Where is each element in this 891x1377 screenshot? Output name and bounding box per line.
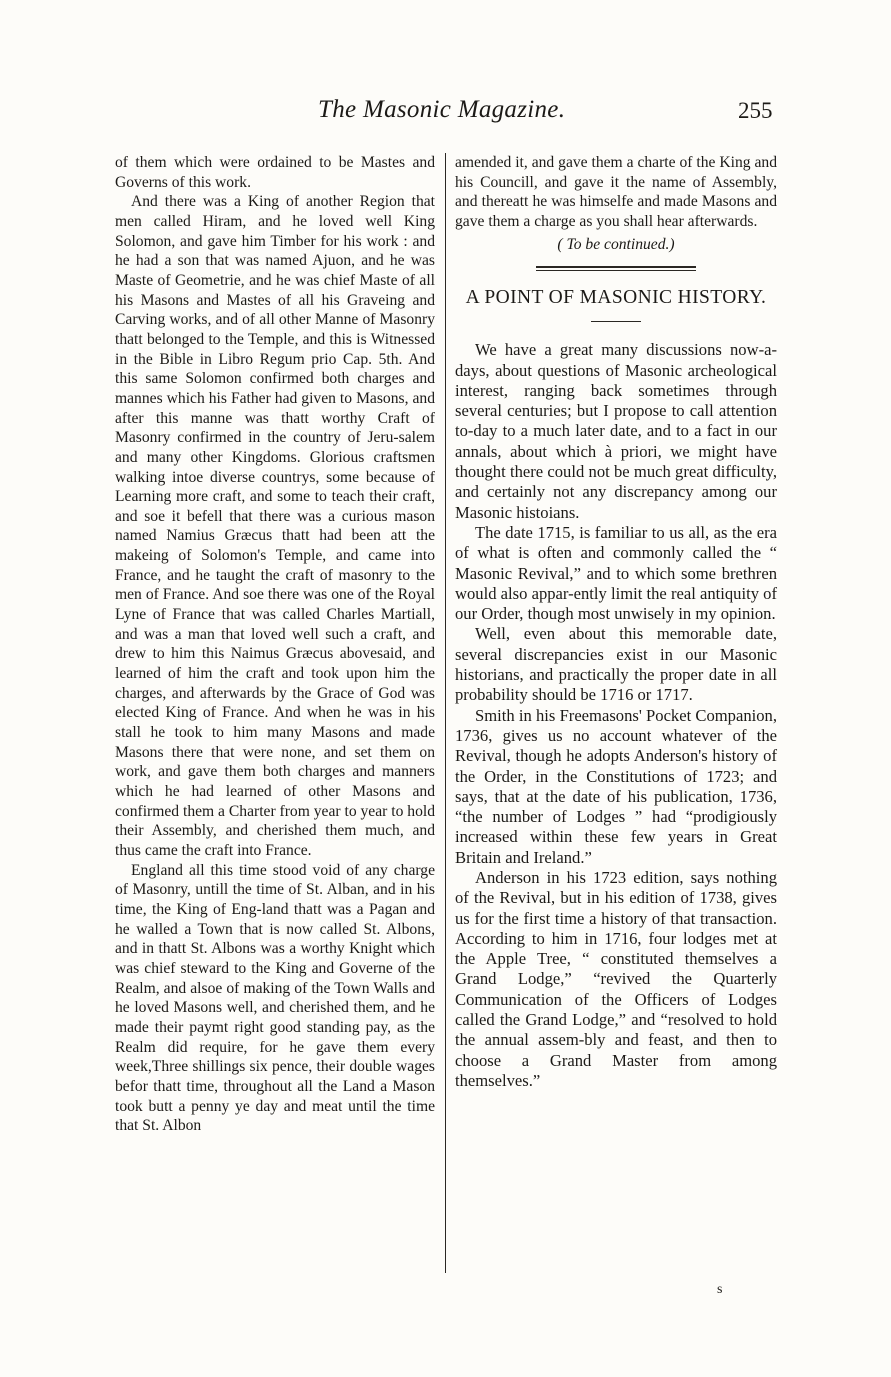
left-paragraph-1: of them which were ordained to be Mastes and Governs of this work. <box>115 154 435 191</box>
page-header <box>0 96 891 130</box>
left-column <box>115 153 435 1136</box>
column-divider <box>445 153 446 1273</box>
article-paragraph-4: Smith in his Freemasons' Pocket Companion, 1736, gives us no account whatever of the Revival, though he adopts Anderson's history of the Order, in the Constitutions of 1723; and says, that at the date of his publication, 1736, “the number of Lodges ” had “prodigiously increased within these few years in Great Britain and Ireland.” <box>455 705 777 867</box>
continuation-paragraph: amended it, and gave them a charte of the King and his Councill, and gave it the name of Assembly, and thereatt he was himselfe and made Masons and gave them a charge as you shall hear afterwards. <box>455 154 777 230</box>
left-paragraph-2: And there was a King of another Region that men called Hiram, and he loved well King Solomon, and gave him Timber for his work : and he had a son that was named Ajuon, and he was Maste of Geometrie, and he was chief Maste of all his Masons and Mastes of all his Graveing and Carving works, and of all other Manne of Masonry thatt belonged to the Temple, and this is Witnessed in the Bible in Libro Regum prio Cap. 5th. And this same Solomon confirmed both charges and mannes which his Father had given to Masons, and after this manne was thatt worthy Craft of Masonry confirmed in the country of Jeru-salem and many other Kingdoms. Glorious craftsmen walking intoe diverse countrys, some because of Learning more craft, and some to teach their craft, and soe it befell that there was a curious mason named Namius Græcus thatt had been att the makeing of Solomon's Temple, and came into France, and he taught the craft of masonry to the men of France. And soe there was one of the Royal Lyne of France that was called Charles Martiall, and was a man that loved well such a craft, and drew to him this Naimus Græcus abovesaid, and learned of him the craft and took upon him the charges, and afterwards by the Grace of God was elected King of France. And when he was in his stall he took to him many Masons and made Masons there that were none, and set them on work, and gave them both charges and manners which he had learned of other Masons and confirmed them a Charter from year to year to hold their Assembly, and cherished them much, and thus came the craft into France. <box>115 193 435 859</box>
article-paragraph-1: We have a great many discussions now-a-days, about questions of Masonic archeological interest, ranging back sometimes through several centuries; but I propose to call attention to-day to a much later date, and to a fact in our annals, about which à priori, we might have thought there could not be much great difficulty, and certainly not any discrepancy among our Masonic histoians. <box>455 340 777 522</box>
section-title: A POINT OF MASONIC HISTORY. <box>465 287 767 309</box>
to-be-continued-note: ( To be continued.) <box>557 235 675 253</box>
title-underline-rule <box>591 321 641 322</box>
right-column <box>455 153 777 1091</box>
page-number: 255 <box>738 98 773 123</box>
section-double-rule <box>536 266 696 271</box>
article-body <box>455 340 777 1091</box>
article-paragraph-3: Well, even about this memorable date, several discrepancies exist in our Masonic historians, and practically the proper date in all probability should be 1716 or 1717. <box>455 624 777 705</box>
article-paragraph-2: The date 1715, is familiar to us all, as the era of what is often and commonly called the “ Masonic Revival,” and to which some brethren would also appar-ently limit the real antiquity of our Order, though most unwisely in my opinion. <box>455 522 777 624</box>
left-paragraph-3: England all this time stood void of any charge of Masonry, untill the time of St. Alban, and in his time, the King of Eng-land thatt was a Pagan and he walled a Town that is now called St. Albons, and in thatt St. Albons was a worthy Knight which was chief steward to the King and Governe of the Realm, and alsoe of making of the Town Walls and he loved Masons well, and cherished them, and he made their paymt right good standing pay, as the Realm did require, for he gave them every week,Three shillings six pence, their double wages befor thatt time, throughout all the Land a Mason took butt a penny ye day and meat until the time that St. Albon <box>115 861 435 1135</box>
signature-mark: s <box>717 1282 723 1297</box>
running-title: The Masonic Magazine. <box>318 96 566 123</box>
article-paragraph-5: Anderson in his 1723 edition, says nothing of the Revival, but in his edition of 1738, gives us for the first time a history of that transaction. According to him in 1716, four lodges met at the Apple Tree, “ constituted themselves a Grand Lodge,” “revived the Quarterly Communication of the Officers of Lodges called the Grand Lodge,” and “resolved to hold the annual assem-bly and feast, and then to choose a Grand Master from among themselves.” <box>455 868 777 1090</box>
